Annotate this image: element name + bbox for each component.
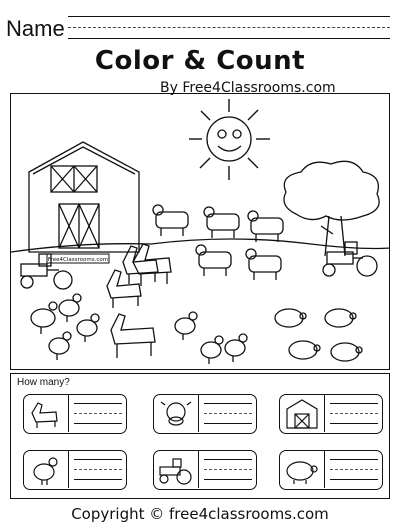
answer-line-top — [330, 403, 378, 404]
answer-line-bottom[interactable] — [330, 423, 378, 424]
cow-icon — [204, 207, 239, 238]
tree-icon — [284, 161, 379, 256]
chicken-icon — [59, 294, 81, 322]
horse-icon — [24, 395, 69, 432]
count-box-tractor[interactable] — [153, 450, 257, 490]
tractor-icon — [154, 451, 199, 488]
answer-line-top — [74, 459, 122, 460]
name-guide-line — [68, 16, 390, 17]
cow-icon — [196, 245, 231, 276]
cow-icon — [246, 249, 281, 280]
answer-section — [10, 373, 390, 499]
answer-line-top — [204, 459, 252, 460]
answer-line-mid — [330, 413, 378, 414]
answer-line-mid — [74, 413, 122, 414]
count-box-chicken[interactable] — [23, 450, 127, 490]
count-box-pig[interactable] — [279, 450, 383, 490]
sun-icon — [189, 99, 270, 180]
answer-line-bottom[interactable] — [204, 423, 252, 424]
pig-icon — [331, 343, 362, 361]
barn-icon — [29, 142, 139, 252]
answer-line-bottom[interactable] — [74, 479, 122, 480]
byline: By Free4Classrooms.com — [160, 80, 336, 96]
answer-line-mid — [204, 413, 252, 414]
copyright-footer: Copyright © free4classrooms.com — [71, 505, 329, 523]
horse-icon — [107, 270, 141, 308]
chicken-icon — [77, 314, 99, 342]
chicken-icon — [49, 332, 71, 360]
answer-line-mid — [330, 469, 378, 470]
answer-line-bottom[interactable] — [330, 479, 378, 480]
page-title: Color & Count — [94, 46, 306, 76]
pig-icon — [289, 341, 320, 359]
name-label: Name — [6, 16, 65, 41]
chicken-icon — [24, 451, 69, 488]
answer-line-bottom[interactable] — [204, 479, 252, 480]
count-box-horse[interactable] — [23, 394, 127, 434]
answer-line-top — [74, 403, 122, 404]
chicken-icon — [31, 302, 57, 334]
name-midline — [68, 27, 390, 28]
answer-line-top — [204, 403, 252, 404]
answer-line-bottom[interactable] — [74, 423, 122, 424]
barn-sign: Free4Classrooms.com — [47, 257, 109, 263]
cow-icon — [248, 211, 283, 242]
cow-icon — [154, 395, 199, 432]
pig-icon — [325, 309, 356, 327]
horse-icon — [111, 314, 155, 358]
count-box-cow[interactable] — [153, 394, 257, 434]
chicken-icon — [225, 334, 247, 362]
pig-icon — [275, 309, 306, 327]
chicken-icon — [201, 336, 223, 364]
farm-scene — [10, 93, 390, 370]
answer-line-mid — [204, 469, 252, 470]
cow-icon — [153, 205, 188, 236]
answer-line-mid — [74, 469, 122, 470]
pig-icon — [280, 451, 325, 488]
how-many-prompt: How many? — [17, 377, 70, 388]
barn-icon — [280, 395, 325, 432]
chicken-icon — [175, 312, 197, 340]
name-write-line[interactable] — [68, 38, 390, 39]
name-row — [6, 14, 394, 44]
answer-line-top — [330, 459, 378, 460]
count-box-barn[interactable] — [279, 394, 383, 434]
